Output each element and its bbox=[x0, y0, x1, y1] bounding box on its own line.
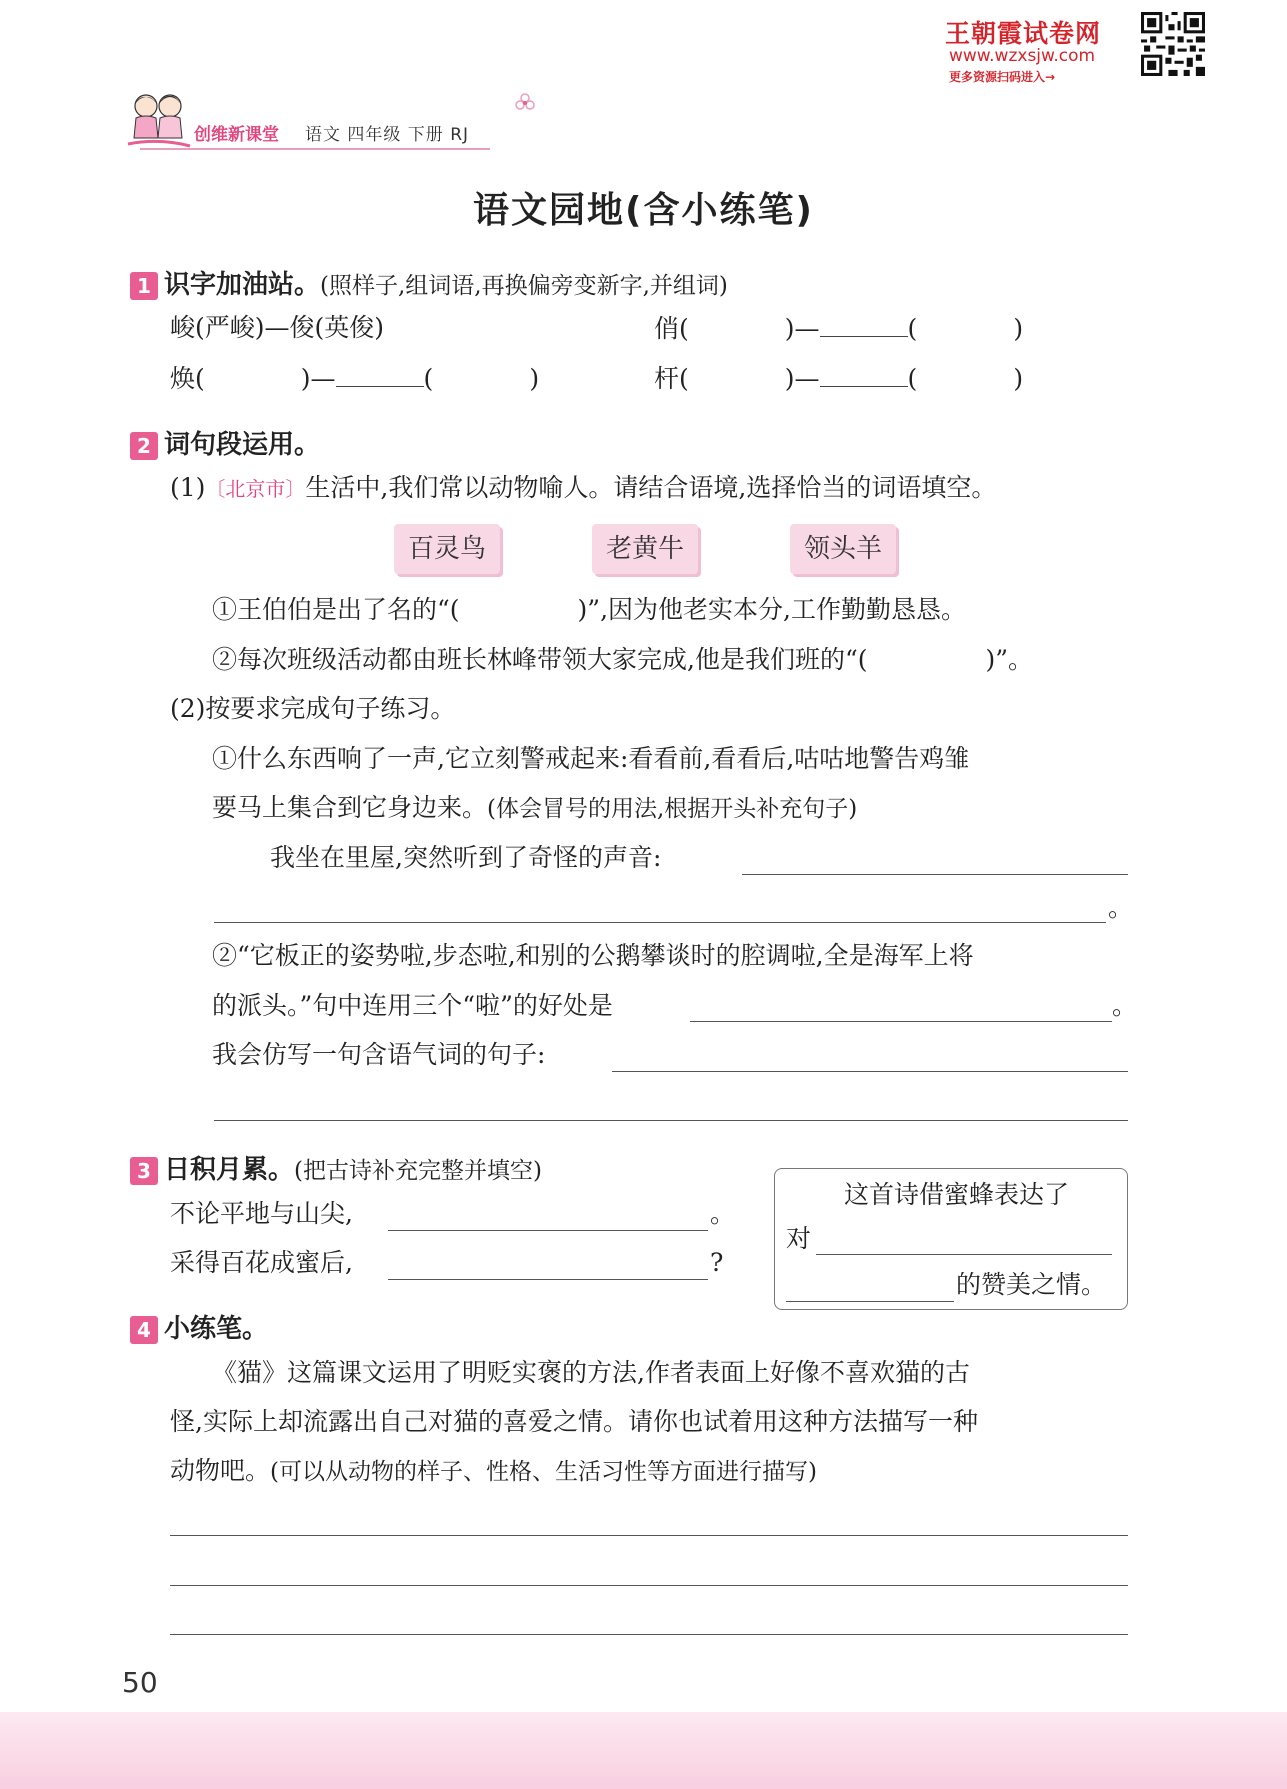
question-instruction: (照样子,组词语,再换偏旁变新字,并组词) bbox=[320, 273, 728, 299]
poem-line-1: 不论平地与山尖, bbox=[170, 1199, 353, 1228]
word-option: 百灵鸟 bbox=[394, 524, 500, 574]
footer-band bbox=[0, 1712, 1287, 1789]
question-3-heading bbox=[130, 1149, 542, 1186]
q2-part2-item1-line2: 要马上集合到它身边来。(体会冒号的用法,根据开头补充句子) bbox=[212, 793, 858, 822]
answer-line[interactable] bbox=[786, 1301, 954, 1302]
answer-blank[interactable] bbox=[336, 362, 424, 387]
question-instruction: (把古诗补充完整并填空) bbox=[294, 1158, 542, 1184]
series-name: 创维新课堂 bbox=[194, 125, 279, 145]
q2-sentence-2: ②每次班级活动都由班长林峰带领大家完成,他是我们班的“( )”。 bbox=[212, 645, 1034, 674]
writing-line[interactable] bbox=[170, 1634, 1128, 1635]
question-instruction: (体会冒号的用法,根据开头补充句子) bbox=[487, 796, 858, 822]
children-mascot-icon bbox=[124, 88, 194, 152]
question-1-heading bbox=[130, 264, 728, 301]
question-instruction: (可以从动物的样子、性格、生活习性等方面进行描写) bbox=[270, 1459, 817, 1485]
q4-prompt-line-1: 《猫》这篇课文运用了明贬实褒的方法,作者表面上好像不喜欢猫的古 bbox=[212, 1358, 970, 1387]
q1-item-gan: 杆( )— ( ) bbox=[654, 364, 1024, 393]
question-number-badge: 4 bbox=[130, 1316, 158, 1344]
book-info: 语文 四年级 下册 RJ bbox=[305, 125, 470, 145]
period: 。 bbox=[1112, 991, 1138, 1020]
q4-prompt-line-2: 怪,实际上却流露出自己对猫的喜爱之情。请你也试着用这种方法描写一种 bbox=[170, 1407, 978, 1436]
q2-part2-item2-line1: ②“它板正的姿势啦,步态啦,和别的公鹅攀谈时的腔调啦,全是海军上将 bbox=[212, 941, 974, 970]
q1-char: 俏 bbox=[654, 314, 680, 343]
answer-line[interactable] bbox=[612, 1071, 1128, 1072]
q2-part2-item2-line2: 的派头。”句中连用三个“啦”的好处是 bbox=[212, 991, 613, 1020]
q1-char: 焕 bbox=[170, 364, 196, 393]
question-number-badge: 3 bbox=[130, 1157, 158, 1185]
qr-code-icon[interactable] bbox=[1141, 12, 1205, 76]
q1-example: 峻(严峻)—俊(英俊) bbox=[170, 313, 385, 342]
answer-line[interactable] bbox=[214, 1120, 1128, 1121]
answer-line[interactable] bbox=[816, 1254, 1112, 1255]
question-title: 识字加油站。 bbox=[164, 270, 321, 300]
poem-punct: ? bbox=[710, 1248, 724, 1277]
brand-url[interactable]: www.wzxsjw.com bbox=[949, 46, 1096, 66]
question-title: 日积月累。 bbox=[164, 1155, 295, 1185]
page-title: 语文园地(含小练笔) bbox=[473, 190, 814, 231]
q2-sentence-1: ①王伯伯是出了名的“( )”,因为他老实本分,工作勤勤恳恳。 bbox=[212, 595, 966, 624]
q2-part2-item1-line3: 我坐在里屋,突然听到了奇怪的声音: bbox=[270, 843, 662, 872]
question-2-heading bbox=[130, 424, 320, 461]
q1-item-qiao: 俏( )— ( ) bbox=[654, 314, 1024, 343]
answer-blank[interactable] bbox=[820, 362, 908, 387]
word-option: 老黄牛 bbox=[592, 524, 698, 574]
page-number: 50 bbox=[122, 1666, 158, 1699]
q2-part2-item1-line1: ①什么东西响了一声,它立刻警戒起来:看看前,看看后,咕咕地警告鸡雏 bbox=[212, 744, 970, 773]
answer-line[interactable] bbox=[690, 1021, 1112, 1022]
q2-part2-prompt: (2)按要求完成句子练习。 bbox=[170, 694, 456, 723]
word-option: 领头羊 bbox=[790, 524, 896, 574]
poem-punct: 。 bbox=[710, 1199, 736, 1228]
question-title: 词句段运用。 bbox=[164, 430, 321, 460]
brand-tip: 更多资源扫码进入→ bbox=[949, 70, 1056, 84]
q4-prompt-line-3: 动物吧。(可以从动物的样子、性格、生活习性等方面进行描写) bbox=[170, 1456, 817, 1485]
answer-line[interactable] bbox=[742, 874, 1128, 875]
poem-box-line-2: 对 bbox=[786, 1224, 812, 1253]
q1-char: 杆 bbox=[654, 364, 680, 393]
header-divider bbox=[140, 148, 490, 150]
q2-part2-item2-line3: 我会仿写一句含语气词的句子: bbox=[212, 1040, 546, 1069]
flower-icon bbox=[514, 92, 536, 114]
region-tag: 〔北京市〕 bbox=[205, 477, 306, 501]
q1-item-huan: 焕( )— ( ) bbox=[170, 364, 540, 393]
question-number-badge: 1 bbox=[130, 272, 158, 300]
writing-line[interactable] bbox=[170, 1585, 1128, 1586]
brand-name: 王朝霞试卷网 bbox=[945, 19, 1102, 48]
question-4-heading bbox=[130, 1308, 268, 1345]
brand-block bbox=[945, 10, 1205, 84]
answer-line[interactable] bbox=[388, 1279, 708, 1280]
question-number-badge: 2 bbox=[130, 432, 158, 460]
period: 。 bbox=[1108, 893, 1134, 922]
q2-part1-prompt: (1)〔北京市〕生活中,我们常以动物喻人。请结合语境,选择恰当的词语填空。 bbox=[170, 473, 997, 502]
poem-box-line-3: 的赞美之情。 bbox=[956, 1270, 1107, 1299]
poem-box-line-1: 这首诗借蜜蜂表达了 bbox=[844, 1180, 1070, 1209]
answer-line[interactable] bbox=[214, 922, 1106, 923]
answer-line[interactable] bbox=[388, 1230, 708, 1231]
poem-line-2: 采得百花成蜜后, bbox=[170, 1248, 353, 1277]
question-title: 小练笔。 bbox=[164, 1314, 269, 1344]
answer-blank[interactable] bbox=[820, 312, 908, 337]
writing-line[interactable] bbox=[170, 1535, 1128, 1536]
